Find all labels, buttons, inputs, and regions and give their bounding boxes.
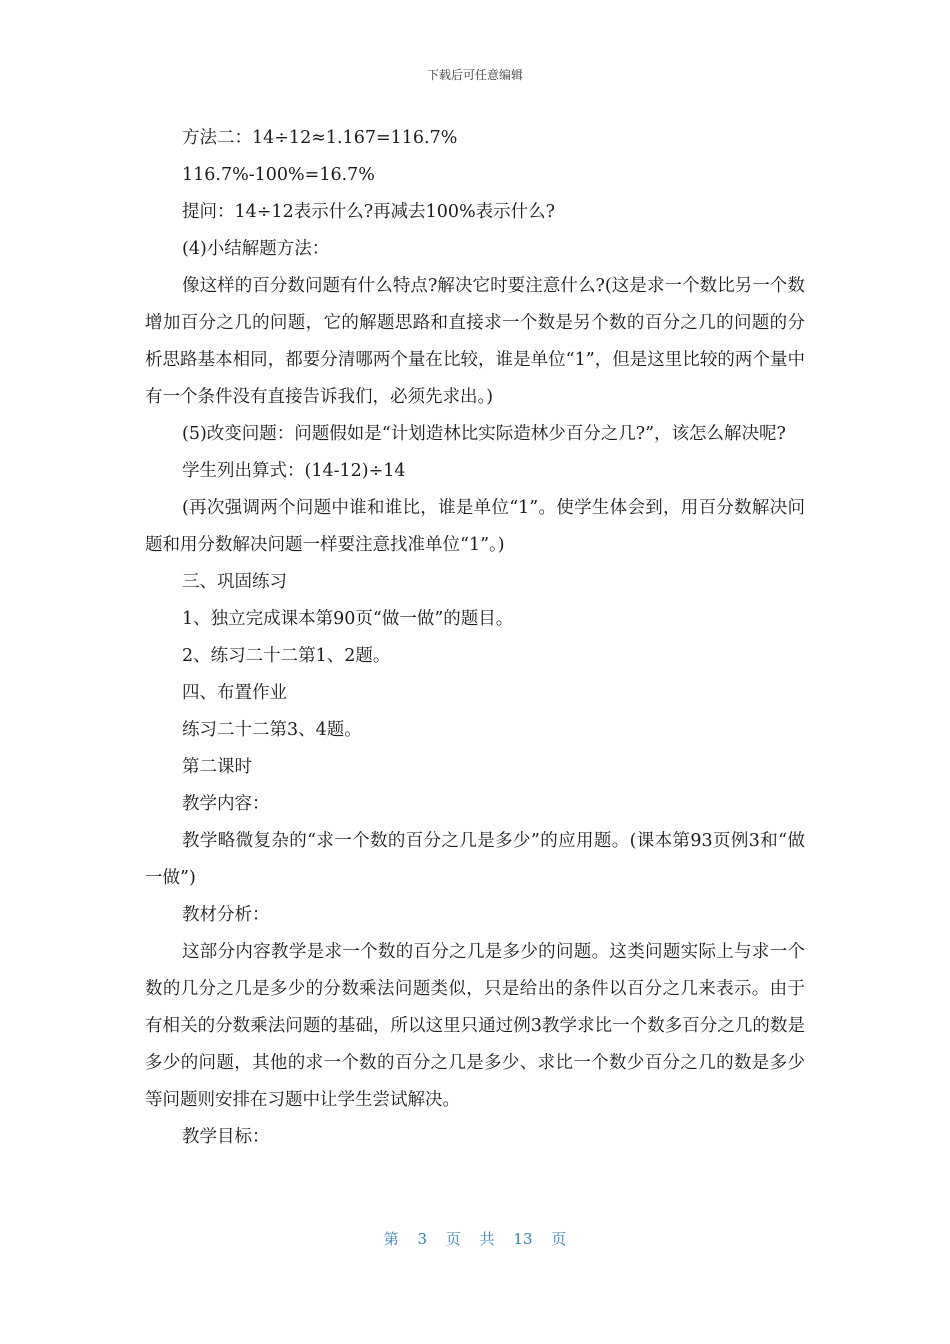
paragraph: (再次强调两个问题中谁和谁比，谁是单位“1”。使学生体会到，用百分数解决问题和用分数解决问题一样要注意找准单位“1”。) [145, 498, 805, 555]
paragraph: 学生列出算式：(14-12)÷14 [182, 461, 406, 481]
paragraph: 1、独立完成课本第90页“做一做”的题目。 [182, 609, 514, 629]
page-header-note: 下载后可任意编辑 [426, 68, 523, 82]
paragraph: 这部分内容教学是求一个数的百分之几是多少的问题。这类问题实际上与求一个数的几分之几是多少的分数乘法问题类似，只是给出的条件以百分之几来表示。由于有相关的分数乘法问题的基础，所以这里只通过例3教学求比一个数多百分之几的数是多少的问题，其他的求一个数的百分之几是多少、求比一个数少百分之几的数是多少等问题则安排在习题中让学生尝试解决。 [145, 942, 805, 1110]
footer-current-page: 3 [417, 1230, 428, 1248]
footer-label-of: 页 [445, 1230, 461, 1248]
document-body [145, 120, 805, 1156]
paragraph: 2、练习二十二第1、2题。 [182, 646, 391, 666]
subheading: 教学目标： [182, 1127, 270, 1147]
footer-label-end: 页 [551, 1230, 567, 1248]
paragraph: 像这样的百分数问题有什么特点?解决它时要注意什么?(这是求一个数比另一个数增加百分之几的问题，它的解题思路和直接求一个数是另个数的百分之几的问题的分析思路基本相同，都要分清哪两个量在比较，谁是单位“1”，但是这里比较的两个量中有一个条件没有直接告诉我们，必须先求出。) [145, 276, 805, 407]
footer-total-pages: 13 [513, 1230, 533, 1248]
paragraph: 方法二：14÷12≈1.167=116.7% [182, 128, 458, 148]
subheading: 教材分析： [182, 905, 270, 925]
paragraph: 练习二十二第3、4题。 [182, 720, 362, 740]
section-heading: 三、巩固练习 [182, 572, 287, 592]
paragraph: 教学略微复杂的“求一个数的百分之几是多少”的应用题。(课本第93页例3和“做一做”) [145, 831, 805, 888]
paragraph: 116.7%-100%=16.7% [182, 165, 375, 185]
paragraph: 提问：14÷12表示什么?再减去100%表示什么? [182, 202, 555, 222]
subheading: 教学内容： [182, 794, 270, 814]
paragraph: (5)改变问题：问题假如是“计划造林比实际造林少百分之几?”，该怎么解决呢? [182, 424, 786, 444]
paragraph: (4)小结解题方法： [182, 239, 330, 259]
section-heading: 第二课时 [182, 757, 252, 777]
footer-label-total: 共 [479, 1230, 495, 1248]
page-footer [0, 1228, 950, 1249]
section-heading: 四、布置作业 [182, 683, 287, 703]
footer-label-page: 第 [383, 1230, 399, 1248]
